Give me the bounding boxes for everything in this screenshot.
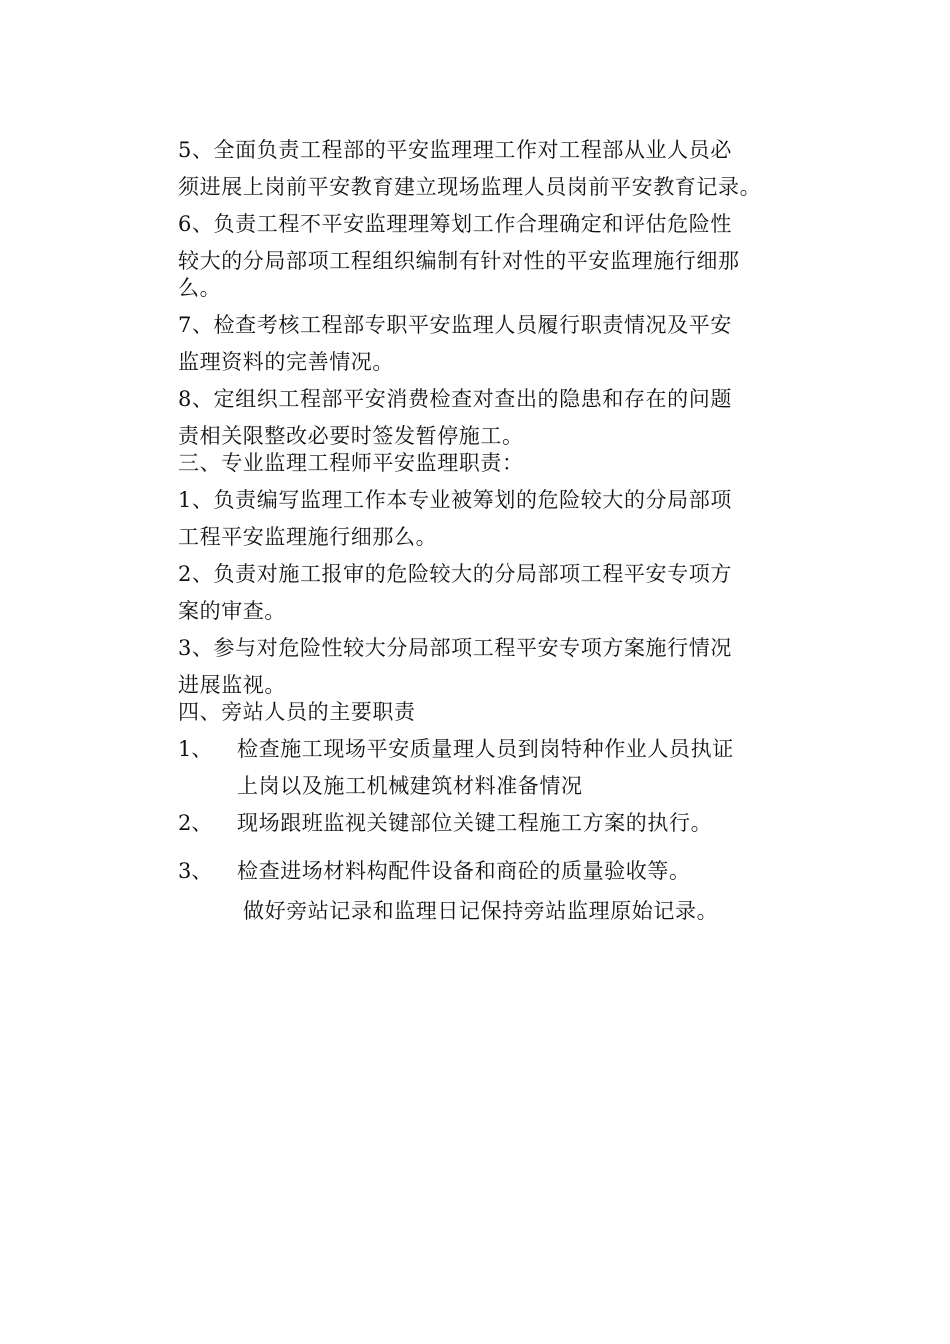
- item7-line2: 监理资料的完善情况。: [178, 350, 394, 374]
- s3-item2-line2: 案的审查。: [178, 599, 286, 623]
- s4-item2-number: 2、: [178, 811, 213, 835]
- section4-heading: 四、旁站人员的主要职责: [178, 700, 416, 724]
- item6-line3: 么。: [178, 276, 222, 300]
- item5-line2: 须进展上岗前平安教育建立现场监理人员岗前平安教育记录。: [178, 175, 762, 199]
- s3-item1-line2: 工程平安监理施行细那么。: [178, 525, 438, 549]
- s4-item3-number: 3、: [178, 859, 213, 883]
- s4-item1-line2: 上岗以及施工机械建筑材料准备情况: [237, 774, 583, 798]
- item6-line1: 6、负责工程不平安监理理筹划工作合理确定和评估危险性: [178, 212, 732, 236]
- item7-line1: 7、检查考核工程部专职平安监理人员履行职责情况及平安: [178, 313, 732, 337]
- s3-item3-line2: 进展监视。: [178, 673, 286, 697]
- s3-item2-line1: 2、负责对施工报审的危险较大的分局部项工程平安专项方: [178, 562, 732, 586]
- item5-line1: 5、全面负责工程部的平安监理理工作对工程部从业人员必: [178, 138, 732, 162]
- item6-line2: 较大的分局部项工程组织编制有针对性的平安监理施行细那: [178, 249, 740, 273]
- s3-item1-line1: 1、负责编写监理工作本专业被筹划的危险较大的分局部项: [178, 488, 732, 512]
- s4-item3-line1: 检查进场材料构配件设备和商砼的质量验收等。: [237, 859, 691, 883]
- s4-tail: 做好旁站记录和监理日记保持旁站监理原始记录。: [243, 899, 719, 923]
- s4-item1-number: 1、: [178, 737, 213, 761]
- s4-item2-line1: 现场跟班监视关键部位关键工程施工方案的执行。: [237, 811, 713, 835]
- item8-line2: 责相关限整改必要时签发暂停施工。: [178, 424, 524, 448]
- item8-line1: 8、定组织工程部平安消费检查对查出的隐患和存在的问题: [178, 387, 732, 411]
- s4-item1-line1: 检查施工现场平安质量理人员到岗特种作业人员执证: [237, 737, 734, 761]
- s3-item3-line1: 3、参与对危险性较大分局部项工程平安专项方案施行情况: [178, 636, 732, 660]
- section3-heading: 三、专业监理工程师平安监理职责：: [178, 451, 524, 475]
